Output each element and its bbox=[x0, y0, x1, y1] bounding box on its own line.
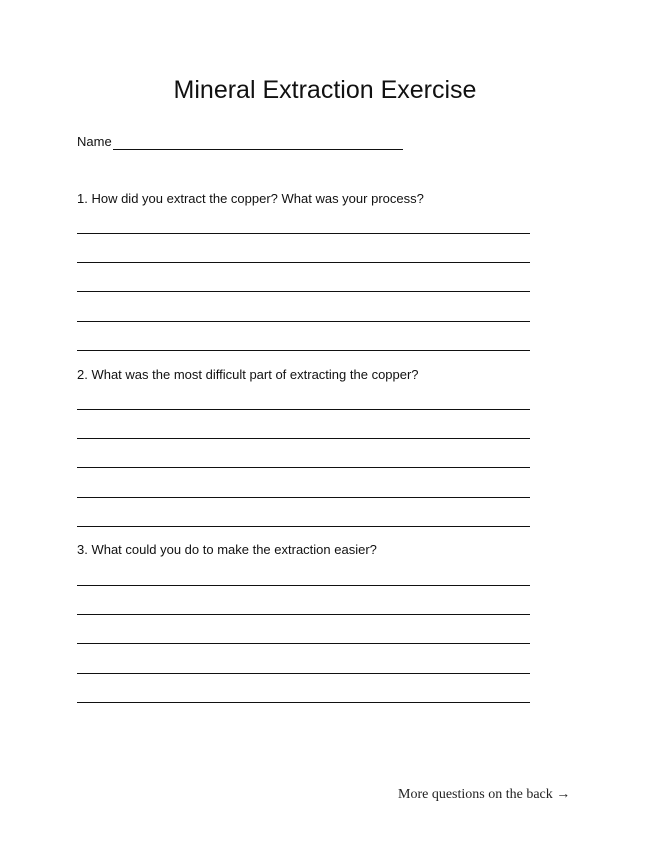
answer-line bbox=[77, 262, 530, 263]
name-label: Name bbox=[77, 134, 112, 149]
footer-note: More questions on the back → bbox=[398, 787, 571, 802]
name-write-line bbox=[113, 135, 403, 150]
question-2: 2. What was the most difficult part of extracting the copper? bbox=[77, 367, 419, 382]
answer-line bbox=[77, 526, 530, 527]
question-1: 1. How did you extract the copper? What was your process? bbox=[77, 191, 424, 206]
name-field-row bbox=[77, 132, 403, 150]
answer-line bbox=[77, 643, 530, 644]
answer-line bbox=[77, 233, 530, 234]
answer-line bbox=[77, 702, 530, 703]
question-3: 3. What could you do to make the extraction easier? bbox=[77, 542, 377, 557]
answer-line bbox=[77, 321, 530, 322]
answer-line bbox=[77, 291, 530, 292]
answer-line bbox=[77, 409, 530, 410]
answer-line bbox=[77, 497, 530, 498]
worksheet-title: Mineral Extraction Exercise bbox=[173, 76, 477, 104]
answer-line bbox=[77, 673, 530, 674]
answer-line bbox=[77, 350, 530, 351]
answer-line bbox=[77, 438, 530, 439]
answer-line bbox=[77, 467, 530, 468]
answer-line bbox=[77, 585, 530, 586]
answer-line bbox=[77, 614, 530, 615]
